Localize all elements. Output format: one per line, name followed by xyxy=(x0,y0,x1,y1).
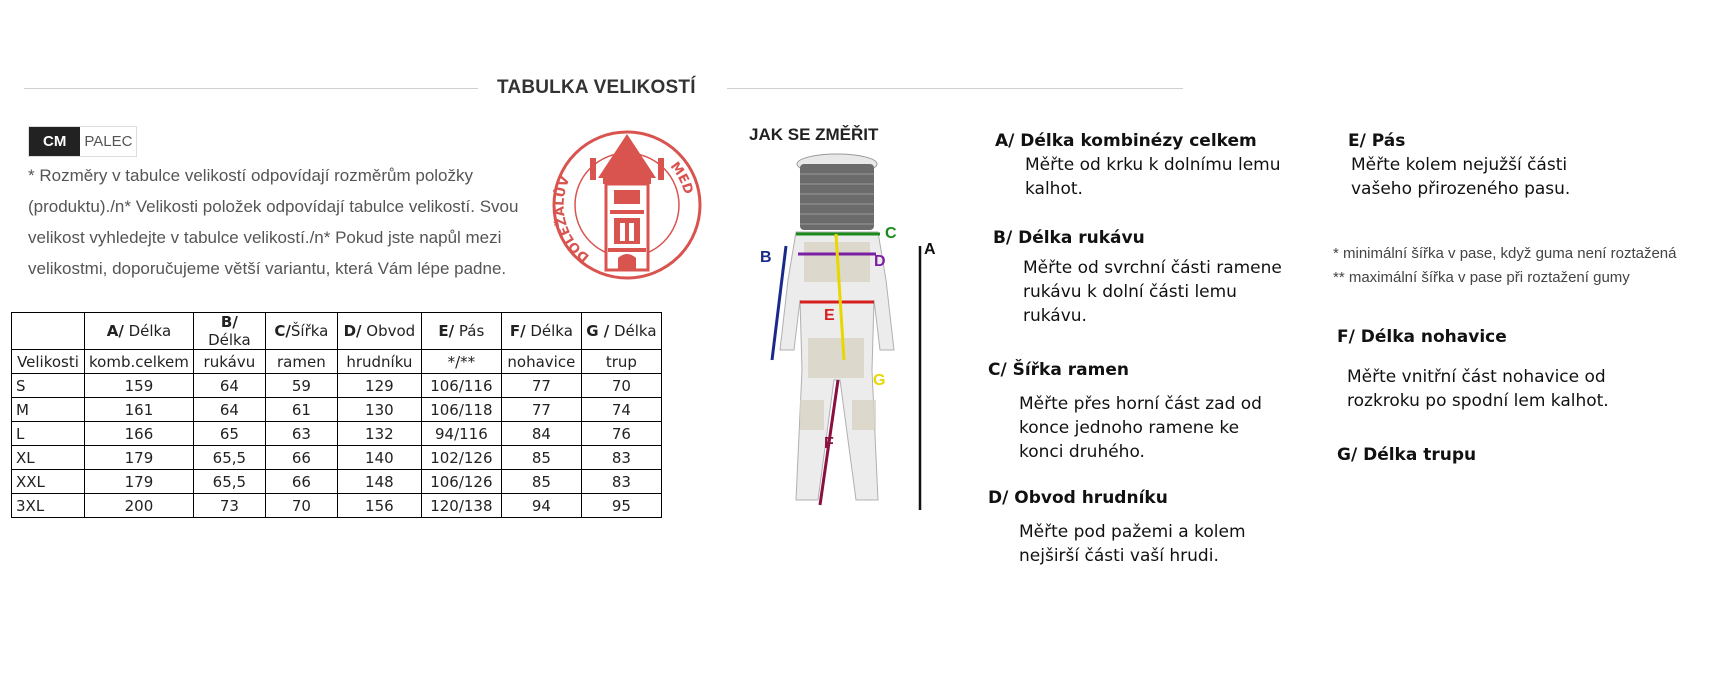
value-cell: 129 xyxy=(337,374,421,398)
header-cell: rukávu xyxy=(193,350,265,374)
size-note: * Rozměry v tabulce velikostí odpovídají rozměrům položky (produktu)./n* Velikosti položek odpovídají tabulce velikostí. Svou velikost vyhledejte v tabulce velikostí./n* Pokud jste napůl mezi velikostmi, doporučujeme větší variantu, která Vám lépe padne. xyxy=(28,166,519,278)
value-cell: 65,5 xyxy=(193,446,265,470)
size-cell: XXL xyxy=(12,470,85,494)
value-cell: 106/116 xyxy=(421,374,501,398)
measure-e-text: Měřte kolem nejužší části vašeho přirozeného pasu. xyxy=(1351,155,1571,199)
header-cell: */** xyxy=(421,350,501,374)
value-cell: 159 xyxy=(85,374,194,398)
measure-c xyxy=(988,358,1288,464)
how-to-measure-title: JAK SE ZMĚŘIT xyxy=(749,125,879,144)
size-cell: XL xyxy=(12,446,85,470)
measure-g xyxy=(1337,443,1637,467)
value-cell: 59 xyxy=(265,374,337,398)
size-cell: S xyxy=(12,374,85,398)
value-cell: 156 xyxy=(337,494,421,518)
value-cell: 76 xyxy=(581,422,661,446)
table-header-row-1 xyxy=(12,313,662,350)
value-cell: 77 xyxy=(501,374,581,398)
measure-d-text: Měřte pod pažemi a kolem nejširší části vaší hrudi. xyxy=(1019,522,1246,566)
header-cell: E/ Pás xyxy=(421,313,501,350)
marker-d: D xyxy=(874,253,886,270)
table-row xyxy=(12,398,662,422)
header-cell: komb.celkem xyxy=(85,350,194,374)
header-cell: D/ Obvod xyxy=(337,313,421,350)
header-cell: trup xyxy=(581,350,661,374)
size-table xyxy=(11,312,662,518)
value-cell: 148 xyxy=(337,470,421,494)
header-cell: B/ Délka xyxy=(193,313,265,350)
value-cell: 85 xyxy=(501,446,581,470)
value-cell: 77 xyxy=(501,398,581,422)
value-cell: 106/118 xyxy=(421,398,501,422)
header-cell: A/ Délka xyxy=(85,313,194,350)
measure-f-heading: F/ Délka nohavice xyxy=(1337,327,1507,347)
header-cell: Velikosti xyxy=(12,350,85,374)
table-row xyxy=(12,494,662,518)
measure-e xyxy=(1348,129,1608,201)
size-cell: L xyxy=(12,422,85,446)
measure-b-text: Měřte od svrchní části ramene rukávu k dolní části lemu rukávu. xyxy=(1023,258,1282,326)
measure-a xyxy=(995,129,1295,201)
header-cell: nohavice xyxy=(501,350,581,374)
size-cell: M xyxy=(12,398,85,422)
value-cell: 140 xyxy=(337,446,421,470)
value-cell: 83 xyxy=(581,470,661,494)
marker-e: E xyxy=(824,307,835,324)
value-cell: 66 xyxy=(265,446,337,470)
header-cell: hrudníku xyxy=(337,350,421,374)
header-cell xyxy=(12,313,85,350)
value-cell: 61 xyxy=(265,398,337,422)
value-cell: 63 xyxy=(265,422,337,446)
title-rule-right xyxy=(727,88,1183,89)
value-cell: 120/138 xyxy=(421,494,501,518)
value-cell: 94 xyxy=(501,494,581,518)
value-cell: 64 xyxy=(193,374,265,398)
value-cell: 179 xyxy=(85,470,194,494)
value-cell: 65,5 xyxy=(193,470,265,494)
value-cell: 132 xyxy=(337,422,421,446)
unit-cm-button[interactable]: CM xyxy=(29,127,80,156)
table-header-row-2 xyxy=(12,350,662,374)
measure-c-heading: C/ Šířka ramen xyxy=(988,360,1129,380)
table-row xyxy=(12,446,662,470)
measure-a-text: Měřte od krku k dolnímu lemu kalhot. xyxy=(1025,155,1281,199)
header-cell: G / Délka xyxy=(581,313,661,350)
value-cell: 64 xyxy=(193,398,265,422)
value-cell: 166 xyxy=(85,422,194,446)
size-cell: 3XL xyxy=(12,494,85,518)
table-row xyxy=(12,374,662,398)
header-cell: F/ Délka xyxy=(501,313,581,350)
value-cell: 102/126 xyxy=(421,446,501,470)
measure-g-heading: G/ Délka trupu xyxy=(1337,445,1477,465)
waist-note-min: * minimální šířka v pase, když guma není roztažená xyxy=(1333,245,1677,262)
value-cell: 83 xyxy=(581,446,661,470)
table-row xyxy=(12,422,662,446)
measure-d xyxy=(988,486,1288,568)
value-cell: 74 xyxy=(581,398,661,422)
measure-c-text: Měřte přes horní část zad od konce jednoho ramene ke konci druhého. xyxy=(1019,394,1262,462)
marker-a: A xyxy=(924,241,936,258)
unit-toggle xyxy=(28,126,137,157)
measure-d-heading: D/ Obvod hrudníku xyxy=(988,488,1168,508)
title-rule-left xyxy=(24,88,478,89)
measure-a-heading: A/ Délka kombinézy celkem xyxy=(995,131,1257,151)
measure-f xyxy=(1337,325,1637,413)
seal-side-text: MED xyxy=(666,159,696,196)
value-cell: 179 xyxy=(85,446,194,470)
brand-seal-logo xyxy=(550,128,704,282)
measure-b xyxy=(993,226,1293,328)
page-title: TABULKA VELIKOSTÍ xyxy=(497,77,696,98)
header-cell: ramen xyxy=(265,350,337,374)
header-cell: C/Šířka xyxy=(265,313,337,350)
marker-c: C xyxy=(885,225,897,242)
value-cell: 85 xyxy=(501,470,581,494)
value-cell: 84 xyxy=(501,422,581,446)
value-cell: 73 xyxy=(193,494,265,518)
value-cell: 95 xyxy=(581,494,661,518)
seal-top-text: DOLEŽALŮV xyxy=(552,174,593,265)
bee-suit-diagram xyxy=(756,150,936,510)
value-cell: 70 xyxy=(265,494,337,518)
value-cell: 66 xyxy=(265,470,337,494)
value-cell: 94/116 xyxy=(421,422,501,446)
value-cell: 130 xyxy=(337,398,421,422)
value-cell: 70 xyxy=(581,374,661,398)
value-cell: 65 xyxy=(193,422,265,446)
marker-f: F xyxy=(824,435,834,452)
measure-f-text: Měřte vnitřní část nohavice od rozkroku po spodní lem kalhot. xyxy=(1347,367,1609,411)
waist-note-max: ** maximální šířka v pase při roztažení gumy xyxy=(1333,269,1630,286)
marker-g: G xyxy=(873,372,886,389)
value-cell: 106/126 xyxy=(421,470,501,494)
measure-e-heading: E/ Pás xyxy=(1348,131,1406,151)
table-row xyxy=(12,470,662,494)
value-cell: 161 xyxy=(85,398,194,422)
value-cell: 200 xyxy=(85,494,194,518)
marker-b: B xyxy=(760,249,772,266)
measure-b-heading: B/ Délka rukávu xyxy=(993,228,1145,248)
unit-inch-button[interactable]: PALEC xyxy=(84,133,133,150)
